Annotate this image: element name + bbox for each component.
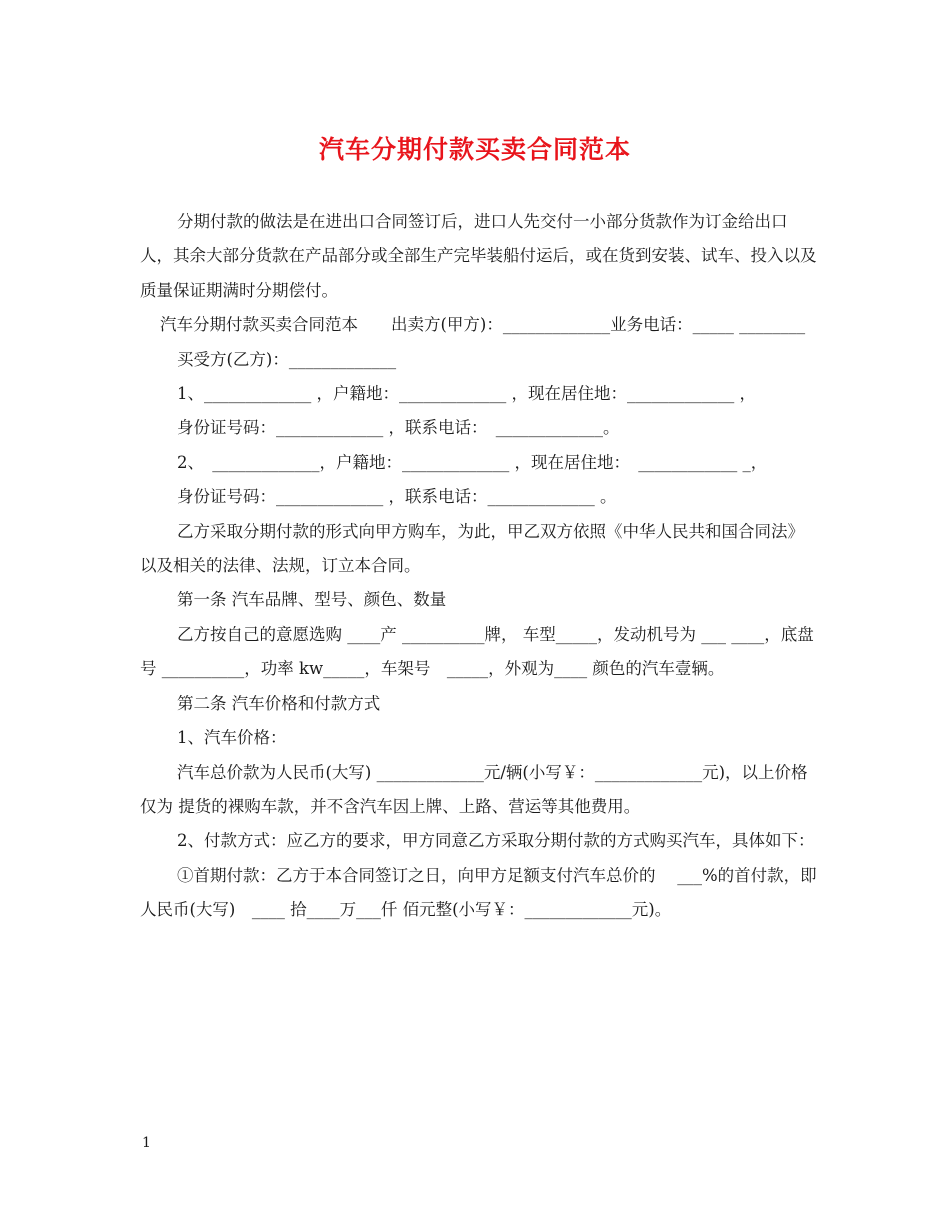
paragraph-intro: 分期付款的做法是在进出口合同签订后，进口人先交付一小部分货款作为订金给出口人，其余大部分货款在产品部分或全部生产完毕装船付运后，或在货到安装、试车、投入以及质量保证期满时分期偿付。 xyxy=(140,212,817,300)
article-1-body: 乙方按自己的意愿选购 ____产 __________牌， 车型_____，发动机号为 ___ ____，底盘号 __________，功率 kw_____，车架号 _____，外观为____ 颜色的汽车壹辆。 xyxy=(140,624,814,679)
article-2-price-body: 汽车总价款为人民币(大写) _____________元/辆(小写￥：_____________元)，以上价格仅为 提货的裸购车款，并不含汽车因上牌、上路、营运等其他费用。 xyxy=(140,762,808,816)
document-body xyxy=(140,205,820,928)
document-title: 汽车分期付款买卖合同范本 xyxy=(318,135,631,164)
article-2-down-payment: ①首期付款：乙方于本合同签订之日，向甲方足额支付汽车总价的 ___%的首付款，即人民币(大写) ____ 拾____万___仟 佰元整(小写￥：_____________元)。 xyxy=(140,865,817,920)
article-2-price-heading: 1、汽车价格： xyxy=(177,728,287,748)
article-2-payment-method: 2、付款方式：应乙方的要求，甲方同意乙方采取分期付款的方式购买汽车，具体如下： xyxy=(177,831,815,851)
article-1-heading: 第一条 汽车品牌、型号、颜色、数量 xyxy=(177,590,447,610)
paragraph-buyer-2-id: 身份证号码：_____________ ，联系电话：_____________ 。 xyxy=(177,487,617,507)
paragraph-buyer-1-id: 身份证号码：_____________ ，联系电话： _____________。 xyxy=(177,418,620,438)
paragraph-legal-basis: 乙方采取分期付款的形式向甲方购车，为此，甲乙双方依照《中华人民共和国合同法》以及相关的法律、法规，订立本合同。 xyxy=(140,521,804,576)
paragraph-buyer-2: 2、 _____________，户籍地：_____________ ，现在居住地： ____________ _， xyxy=(177,452,768,472)
article-2-heading: 第二条 汽车价格和付款方式 xyxy=(177,693,381,713)
paragraph-buyer-1: 1、_____________ ，户籍地：_____________ ，现在居住地：_____________ ， xyxy=(177,384,756,404)
paragraph-seller: 汽车分期付款买卖合同范本 出卖方(甲方)：_____________业务电话：_____ ________ xyxy=(160,315,806,335)
page-number: 1 xyxy=(142,1135,151,1151)
paragraph-buyer: 买受方(乙方)：_____________ xyxy=(177,349,397,369)
